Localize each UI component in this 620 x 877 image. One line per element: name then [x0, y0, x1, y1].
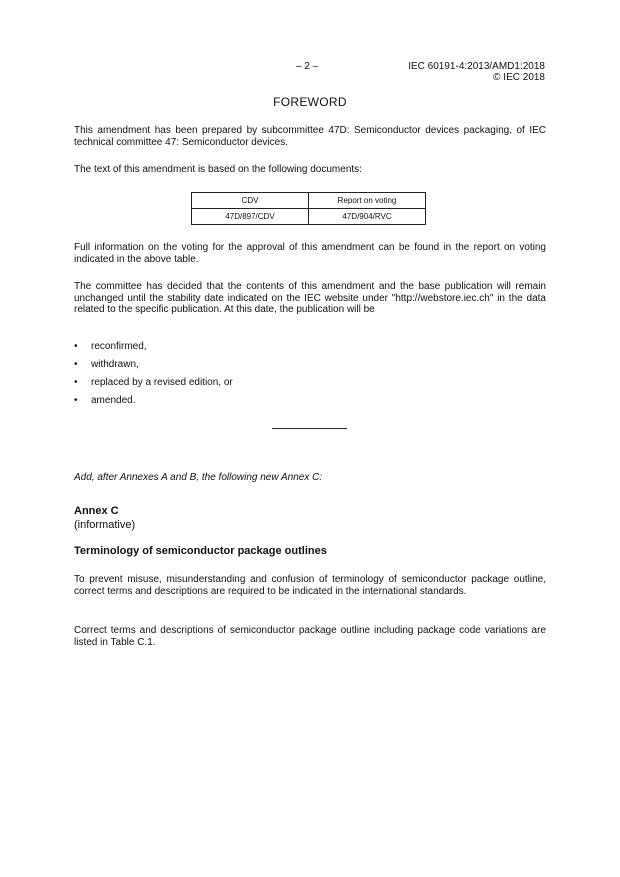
document-id: IEC 60191-4:2013/AMD1:2018: [408, 61, 545, 72]
table-cell: 47D/904/RVC: [309, 209, 426, 225]
list-item-text: withdrawn,: [91, 359, 139, 370]
list-item-text: replaced by a revised edition, or: [91, 377, 233, 388]
section-title: Terminology of semiconductor package outlines: [74, 545, 327, 557]
list-item-text: reconfirmed,: [91, 341, 147, 352]
amendment-instruction: Add, after Annexes A and B, the following new Annex C:: [74, 472, 323, 483]
table-header-cell: CDV: [192, 193, 309, 209]
list-item: [74, 358, 233, 376]
section-divider: [272, 428, 347, 429]
foreword-paragraph-1: This amendment has been prepared by subcommittee 47D: Semiconductor devices packaging, of IEC technical committee 47: Semiconductor devices.: [74, 125, 546, 148]
table-row: [192, 209, 426, 225]
table-cell: 47D/897/CDV: [192, 209, 309, 225]
annex-paragraph-2: Correct terms and descriptions of semiconductor package outline including package code variations are listed in Table C.1.: [74, 625, 546, 648]
publication-options-list: [74, 340, 233, 412]
list-item: [74, 376, 233, 394]
document-header: [408, 61, 545, 83]
foreword-title: FOREWORD: [273, 95, 347, 109]
annex-type: (informative): [74, 519, 136, 531]
bullet-icon: •: [74, 377, 78, 388]
copyright-notice: © IEC 2018: [493, 72, 545, 83]
page-number: – 2 –: [296, 61, 319, 72]
table-header-row: [192, 193, 426, 209]
list-item: [74, 394, 233, 412]
foreword-paragraph-3: Full information on the voting for the approval of this amendment can be found in the report on voting indicated in the above table.: [74, 242, 546, 265]
table-header-cell: Report on voting: [309, 193, 426, 209]
bullet-icon: •: [74, 341, 78, 352]
documents-table: [191, 192, 426, 225]
annex-title: Annex C: [74, 505, 119, 517]
bullet-icon: •: [74, 395, 78, 406]
list-item-text: amended.: [91, 395, 136, 406]
foreword-paragraph-4: The committee has decided that the contents of this amendment and the base publication will remain unchanged until the stability date indicated on the IEC website under "http://webstore.iec.ch" in the data related to the specific publication. At this date, the publication will be: [74, 281, 546, 316]
bullet-icon: •: [74, 359, 78, 370]
annex-paragraph-1: To prevent misuse, misunderstanding and confusion of terminology of semiconductor package outline, correct terms and descriptions are required to be indicated in the international standards.: [74, 574, 546, 597]
foreword-paragraph-2: The text of this amendment is based on the following documents:: [74, 164, 362, 175]
list-item: [74, 340, 233, 358]
